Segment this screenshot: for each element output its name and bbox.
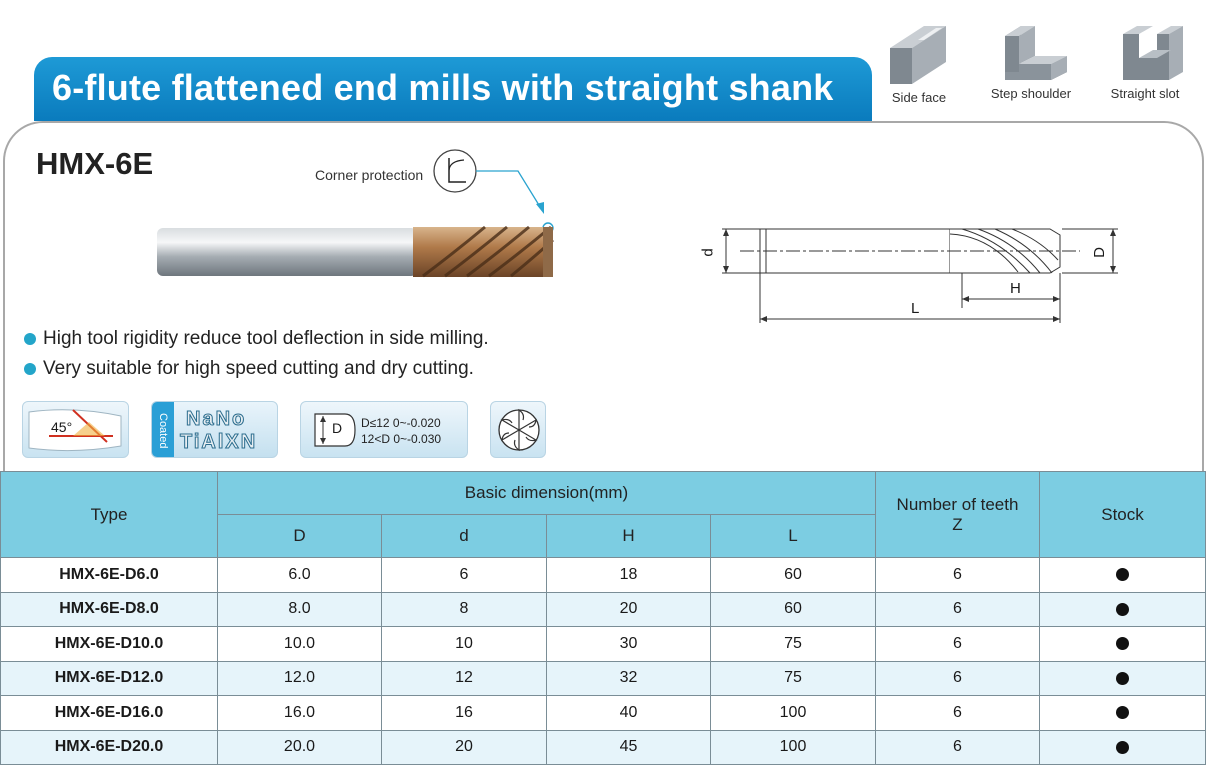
cell-d: 6 — [382, 558, 547, 593]
cell-stock — [1040, 558, 1206, 593]
cell-type: HMX-6E-D10.0 — [1, 627, 218, 662]
side-face-icon — [884, 22, 954, 88]
tolerance-row: D≤12 0~-0.020 — [361, 416, 441, 430]
cell-L: 75 — [711, 661, 876, 696]
header-teeth-sub: Z — [952, 514, 963, 534]
cell-Z: 6 — [876, 592, 1040, 627]
dim-label-D: D — [1090, 247, 1108, 258]
table-row — [1, 730, 1206, 765]
machining-label: Straight slot — [1110, 86, 1180, 101]
corner-protection-label: Corner protection — [315, 167, 424, 183]
six-flute-icon — [491, 402, 546, 458]
in-stock-dot-icon — [1116, 568, 1129, 581]
helix-angle-icon — [23, 402, 129, 458]
cell-H: 45 — [547, 730, 711, 765]
header-type: Type — [1, 472, 218, 558]
bullet-icon — [24, 363, 36, 375]
cell-D: 12.0 — [218, 661, 382, 696]
cell-D: 16.0 — [218, 696, 382, 731]
cell-d: 12 — [382, 661, 547, 696]
cell-L: 75 — [711, 627, 876, 662]
feature-text: Very suitable for high speed cutting and dry cutting. — [43, 358, 474, 379]
corner-protection-icon — [430, 148, 560, 233]
table-row — [1, 592, 1206, 627]
cell-Z: 6 — [876, 696, 1040, 731]
helix-angle-badge — [22, 401, 129, 458]
cell-type: HMX-6E-D20.0 — [1, 730, 218, 765]
cell-H: 40 — [547, 696, 711, 731]
cell-H: 18 — [547, 558, 711, 593]
helix-angle-label: 45° — [51, 419, 73, 435]
cell-stock — [1040, 730, 1206, 765]
cell-type: HMX-6E-D16.0 — [1, 696, 218, 731]
in-stock-dot-icon — [1116, 603, 1129, 616]
table-row — [1, 661, 1206, 696]
in-stock-dot-icon — [1116, 672, 1129, 685]
cell-type: HMX-6E-D6.0 — [1, 558, 218, 593]
header-teeth-label: Number of teeth — [896, 494, 1019, 514]
table-row — [1, 558, 1206, 593]
feature-bullet — [24, 358, 474, 380]
step-shoulder-icon — [991, 22, 1071, 84]
cell-Z: 6 — [876, 558, 1040, 593]
cell-type: HMX-6E-D12.0 — [1, 661, 218, 696]
cell-stock — [1040, 696, 1206, 731]
coating-line2: TiAlXN — [180, 431, 258, 453]
header-L: L — [711, 515, 876, 558]
bullet-icon — [24, 333, 36, 345]
tolerance-badge — [300, 401, 468, 458]
dim-label-L: L — [911, 300, 920, 317]
page-title: 6-flute flattened end mills with straight shank — [34, 57, 872, 121]
cell-H: 30 — [547, 627, 711, 662]
machining-side-face — [864, 22, 974, 105]
cell-L: 60 — [711, 592, 876, 627]
cell-stock — [1040, 661, 1206, 696]
end-mill-photo — [155, 222, 560, 280]
in-stock-dot-icon — [1116, 706, 1129, 719]
cell-L: 60 — [711, 558, 876, 593]
cell-D: 8.0 — [218, 592, 382, 627]
cell-d: 20 — [382, 730, 547, 765]
cell-D: 10.0 — [218, 627, 382, 662]
table-row — [1, 627, 1206, 662]
feature-text: High tool rigidity reduce tool deflection in side milling. — [43, 328, 489, 349]
header-H: H — [547, 515, 711, 558]
tolerance-row: 12<D 0~-0.030 — [361, 432, 442, 446]
cell-Z: 6 — [876, 730, 1040, 765]
flute-count-badge — [490, 401, 546, 458]
cell-d: 16 — [382, 696, 547, 731]
tolerance-icon — [301, 402, 361, 458]
in-stock-dot-icon — [1116, 741, 1129, 754]
coating-badge — [151, 401, 278, 458]
in-stock-dot-icon — [1116, 637, 1129, 650]
dim-label-d: d — [699, 248, 717, 257]
machining-label: Side face — [891, 90, 947, 105]
machining-straight-slot — [1090, 22, 1200, 101]
cell-d: 8 — [382, 592, 547, 627]
tolerance-symbol: D — [332, 420, 343, 436]
header-teeth — [876, 472, 1040, 558]
cell-H: 32 — [547, 661, 711, 696]
header-stock: Stock — [1040, 472, 1206, 558]
cell-L: 100 — [711, 730, 876, 765]
cell-H: 20 — [547, 592, 711, 627]
machining-label: Step shoulder — [990, 86, 1072, 101]
cell-Z: 6 — [876, 661, 1040, 696]
straight-slot-icon — [1105, 22, 1185, 84]
cell-type: HMX-6E-D8.0 — [1, 592, 218, 627]
table-row — [1, 696, 1206, 731]
dim-label-H: H — [1010, 280, 1021, 297]
header-d: d — [382, 515, 547, 558]
cell-d: 10 — [382, 627, 547, 662]
cell-D: 20.0 — [218, 730, 382, 765]
coated-tag: Coated — [152, 402, 174, 458]
cell-L: 100 — [711, 696, 876, 731]
header-D: D — [218, 515, 382, 558]
cell-stock — [1040, 627, 1206, 662]
model-name: HMX-6E — [36, 146, 154, 181]
cell-D: 6.0 — [218, 558, 382, 593]
spec-table — [0, 471, 1206, 765]
feature-bullet — [24, 328, 489, 350]
coating-line1: NaNo — [186, 408, 247, 430]
machining-step-shoulder — [976, 22, 1086, 101]
header-basic-dimension: Basic dimension(mm) — [218, 472, 876, 515]
cell-Z: 6 — [876, 627, 1040, 662]
cell-stock — [1040, 592, 1206, 627]
